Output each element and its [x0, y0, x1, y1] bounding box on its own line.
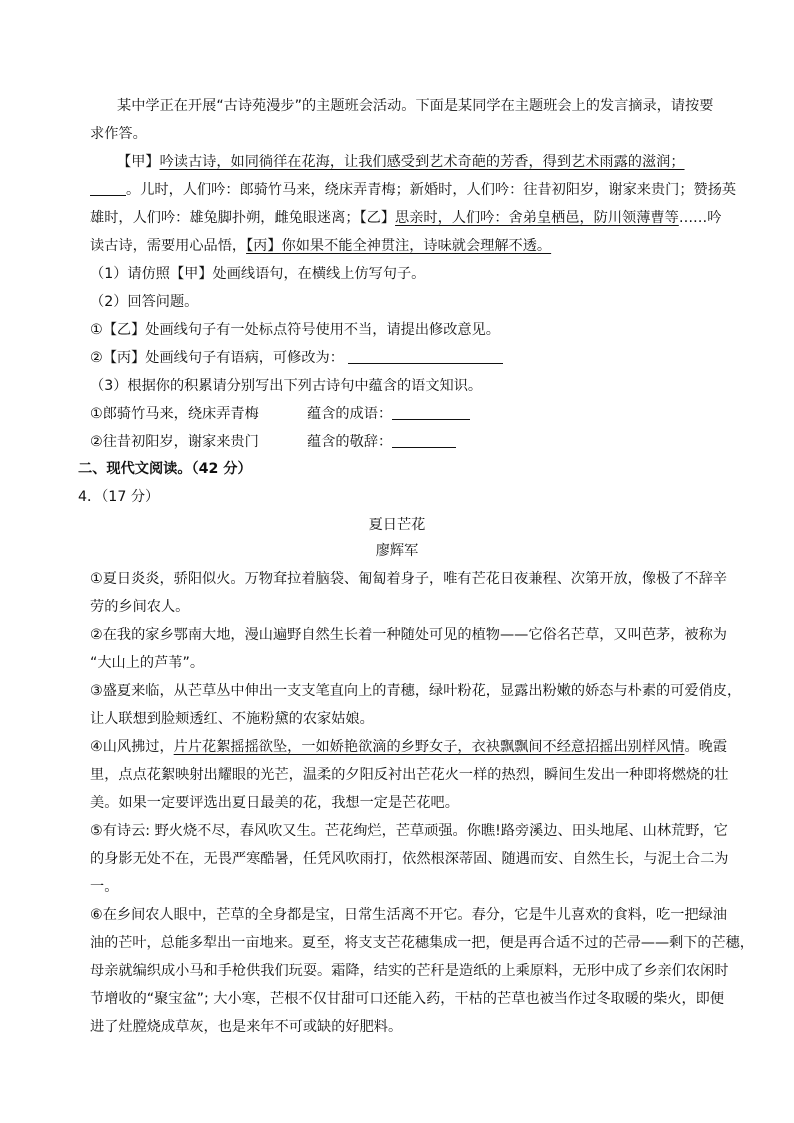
essay-p4-underlined-text: 片片花絮摇摇欲坠，一如娇艳欲滴的乡野女子，衣袂飘飘间不经意招摇出别样风情	[173, 739, 685, 755]
essay-p6-line-1: ⑥在乡间农人眼中，芒草的全身都是宝，日常生活离不开它。春分，它是牛儿喜欢的食料，吃一把绿油	[90, 907, 727, 923]
question-3a-answer-blank[interactable]	[392, 405, 470, 420]
passage-line-3-text: 雄时，人们吟：雄兔脚扑朔，雌兔眼迷离；	[90, 210, 360, 226]
passage-line-3	[90, 207, 721, 229]
essay-p2-line-2: “大山上的芦苇”。	[90, 655, 205, 671]
essay-p5-line-3: 一。	[90, 879, 119, 895]
question-2b	[90, 347, 503, 369]
jia-answer-blank[interactable]	[90, 181, 126, 196]
essay-p4-line-2: 里，点点花絮映射出耀眼的光芒，温柔的夕阳反衬出芒花火一样的热烈，瞬间生发出一种即将燃烧的壮	[90, 767, 729, 783]
passage-line-2-text: 。儿时，人们吟：郎骑竹马来，绕床弄青梅；新婚时，人们吟：往昔初阳岁，谢家来贵门；赞扬英	[126, 182, 737, 198]
essay-p6-line-5: 进了灶膛烧成草灰，也是来年不可或缺的好肥料。	[90, 1019, 403, 1035]
essay-p1-line-2: 劳的乡间农人。	[90, 599, 190, 615]
question-2b-answer-blank[interactable]	[348, 349, 503, 364]
jia-tag: 【甲】	[117, 154, 160, 170]
question-3b-answer	[307, 431, 456, 453]
question-3a-answer	[307, 403, 470, 425]
essay-p3-line-1: ③盛夏来临，从芒草丛中伸出一支支笔直向上的青穗，绿叶粉花，显露出粉嫩的娇态与朴素的可爱俏皮，	[90, 683, 742, 699]
question-2b-text: ②【丙】处画线句子有语病，可修改为：	[90, 350, 344, 366]
essay-p5-line-1: ⑤有诗云: 野火烧不尽，春风吹又生。芒花绚烂，芒草顽强。你瞧!路旁溪边、田头地尾、山林荒野，它	[90, 823, 728, 839]
essay-p4-line-1-start: ④山风拂过，	[90, 739, 174, 755]
question-1: （1）请仿照【甲】处画线语句，在横线上仿写句子。	[90, 266, 426, 282]
passage-line-2	[90, 179, 736, 201]
section-2-heading: 二、现代文阅读。（42 分）	[78, 461, 252, 477]
essay-p6-line-4: 节增收的“聚宝盆”; 大小寒，芒根不仅甘甜可口还能入药，干枯的芒草也被当作过冬取暖的柴火，即便	[90, 991, 725, 1007]
question-3a-poem: ①郎骑竹马来，绕床弄青梅	[90, 406, 259, 422]
question-2a: ①【乙】处画线句子有一处标点符号使用不当，请提出修改意见。	[90, 322, 500, 338]
intro-line-1: 某中学正在开展“古诗苑漫步”的主题班会活动。下面是某同学在主题班会上的发言摘录，请按要	[117, 98, 714, 114]
essay-author: 廖辉军	[375, 543, 419, 559]
question-3: （3）根据你的积累请分别写出下列古诗句中蕴含的语文知识。	[90, 378, 483, 394]
essay-p4-line-3: 美。如果一定要评选出夏日最美的花，我想一定是芒花吧。	[90, 795, 459, 811]
passage-line-4-text: 读古诗，需要用心品悟，	[90, 238, 247, 254]
passage-line-4	[90, 235, 551, 257]
jia-underlined-text: 吟读古诗，如同徜徉在花海，让我们感受到艺术奇葩的芳香，得到艺术雨露的滋润；	[159, 154, 685, 170]
item-4-label: 4．（17 分）	[78, 489, 160, 505]
essay-p4-line-1-end: 。晚霞	[684, 739, 728, 755]
essay-p6-line-2: 油的芒叶，总能多犁出一亩地来。夏至，将支支芒花穗集成一把，便是再合适不过的芒帚——剩下的芒穗，	[90, 935, 754, 951]
question-3b-poem: ②往昔初阳岁，谢家来贵门	[90, 434, 259, 450]
essay-p2-line-1: ②在我的家乡鄂南大地，漫山遍野自然生长着一种随处可见的植物——它俗名芒草，又叫芭茅，被称为	[90, 627, 727, 643]
yi-tag: 【乙】	[359, 210, 396, 226]
essay-title: 夏日芒花	[368, 517, 426, 533]
question-3a-label: 蕴含的成语：	[307, 406, 393, 422]
essay-p5-line-2: 的身影无处不在，无畏严寒酷暑，任凭风吹雨打，依然根深蒂固、随遇而安、自然生长，与泥土合二为	[90, 851, 729, 867]
intro-line-2: 求作答。	[90, 126, 147, 142]
question-3b-answer-blank[interactable]	[392, 433, 456, 448]
bing-underlined-text: 你如果不能全神贯注，诗味就会理解不透。	[281, 238, 552, 254]
essay-p6-line-3: 母亲就编织成小马和手枪供我们玩耍。霜降，结实的芒秆是造纸的上乘原料，无形中成了乡亲们农闲时	[90, 963, 729, 979]
question-2: （2）回答问题。	[90, 294, 199, 310]
yi-underlined-text: 思亲时，人们吟：舍弟皇栖邑，防川领薄曹等	[395, 210, 679, 226]
question-3b-label: 蕴含的敬辞：	[307, 434, 393, 450]
essay-p3-line-2: 让人联想到脸颊透红、不施粉黛的农家姑娘。	[90, 711, 374, 727]
bing-tag: 【丙】	[246, 238, 282, 254]
passage-line-1	[117, 151, 685, 173]
essay-p4-line-1	[90, 736, 727, 758]
essay-p1-line-1: ①夏日炎炎，骄阳似火。万物耷拉着脑袋、匍匐着身子，唯有芒花日夜兼程、次第开放，像极了不辞辛	[90, 571, 727, 587]
passage-line-3-end: ……吟	[678, 210, 722, 226]
